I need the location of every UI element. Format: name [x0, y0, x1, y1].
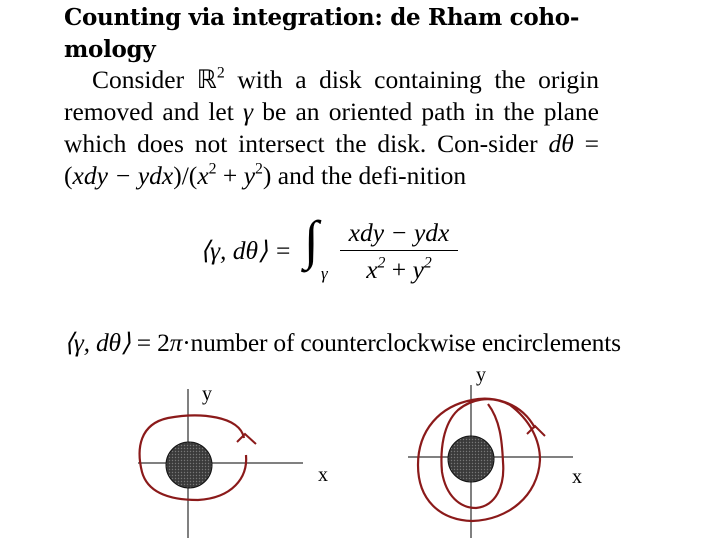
dtheta-eq: = ( [64, 129, 600, 190]
result-eq: = 2 [130, 328, 170, 357]
dtheta-mid: )/( [173, 161, 198, 190]
figure-2-x-label: x [572, 466, 582, 488]
body-text-3: be an oriented path in the plane which does not intersect the disk. Con-sider [64, 97, 599, 158]
definition-lhs: ⟨γ, dθ⟩ = [200, 236, 292, 265]
integrand-numerator: xdy − ydx [348, 218, 450, 247]
result-lhs: ⟨γ, dθ⟩ [64, 328, 131, 357]
figure-1-arrowhead [237, 434, 256, 444]
gamma-symbol: γ [243, 97, 254, 126]
dtheta-plus: + [216, 161, 244, 190]
body-text-4: and the defi-nition [271, 161, 467, 190]
figure-two-encirclements [408, 364, 582, 538]
body-text-1: Consider [92, 65, 197, 94]
figure-2-removed-disk [448, 436, 494, 482]
pi-symbol: π [169, 328, 183, 357]
dtheta-close: ) [262, 161, 272, 190]
title-line-1: Counting via integration: de Rham coho- [64, 4, 580, 31]
den-x-exponent: 2 [377, 254, 386, 272]
real-plane-symbol: ℝ [196, 65, 217, 94]
integral-sign: ∫ [304, 210, 319, 270]
figure-1-removed-disk [166, 442, 212, 488]
dtheta-numerator: xdy − ydx [72, 161, 174, 190]
dtheta-symbol: dθ [548, 129, 574, 158]
result-rest: ·number of counterclockwise encirclements [182, 328, 621, 357]
figure-1-y-label: y [202, 383, 212, 405]
den-plus: + [385, 255, 413, 284]
dtheta-y-exponent: 2 [255, 160, 263, 178]
figure-one-encirclement [138, 383, 328, 538]
den-x: x [366, 255, 378, 284]
title-line-2: mology [64, 36, 156, 63]
figure-2-y-label: y [476, 364, 486, 386]
integral-subscript: γ [321, 264, 328, 283]
den-y-exponent: 2 [423, 254, 432, 272]
body-text-2: with a disk containing the origin removed and let [64, 65, 599, 126]
dtheta-x: x [197, 161, 209, 190]
dtheta-x-exponent: 2 [208, 160, 217, 178]
dtheta-y: y [243, 161, 256, 190]
real-plane-exponent: 2 [216, 64, 225, 82]
den-y: y [412, 255, 424, 284]
figure-1-x-label: x [318, 464, 328, 486]
